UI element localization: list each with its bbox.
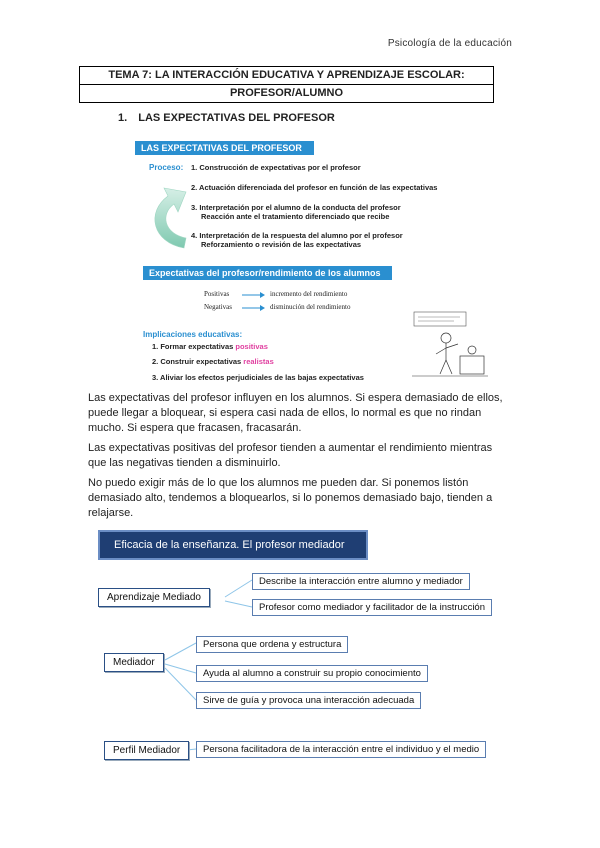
step-2: 2. Actuación diferenciada del profesor en función de las expectativas [191,183,438,192]
step-4b: Reforzamiento o revisión de las expectativas [201,240,362,249]
step-3: 3. Interpretación por el alumno de la conducta del profesor [191,203,401,212]
step-1: 1. Construcción de expectativas por el profesor [191,163,361,172]
rel-effect-positive: incremento del rendimiento [270,290,348,298]
paragraph-1: Las expectativas del profesor influyen en los alumnos. Si espera demasiado de ellos, puede llegar a bloquear, si espera casi nada de ellos, lo normal es que no rindan mucho. Si espera que fracasen, fracasarán. [88,392,503,434]
paragraph-3: No puedo exigir más de lo que los alumnos me pueden dar. Si ponemos listón demasiado alto, tendemos a bloquearlos, si lo ponemos demasiado bajo, tienden a relajarse. [88,477,493,519]
impl-1: 1. Formar expectativas positivas [152,342,268,351]
teacher-cartoon-image [410,308,490,380]
group-1-item-1: Describe la interacción entre alumno y mediador [252,573,470,590]
rel-label-negative: Negativas [204,303,232,311]
impl-2: 2. Construir expectativas realistas [152,357,274,366]
rel-effect-negative: disminución del rendimiento [270,303,351,311]
step-4: 4. Interpretación de la respuesta del alumno por el profesor [191,231,403,240]
title-line-2: PROFESOR/ALUMNO [229,87,344,99]
section-label: LAS EXPECTATIVAS DEL PROFESOR [138,112,335,124]
group-2-item-2: Ayuda al alumno a construir su propio conocimiento [196,665,428,682]
figure-banner: LAS EXPECTATIVAS DEL PROFESOR [135,141,314,155]
group-2-item-1: Persona que ordena y estructura [196,636,348,653]
arrow-right-icon [242,291,266,299]
title-line-1: TEMA 7: LA INTERACCIÓN EDUCATIVA Y APRENDIZAJE ESCOLAR: [80,67,493,85]
impl-3: 3. Aliviar los efectos perjudiciales de las bajas expectativas [152,373,364,382]
cycle-arrow-icon [144,182,192,254]
rel-label-positive: Positivas [204,290,230,298]
section-number: 1. [118,112,128,124]
header-subject: Psicología de la educación [387,38,512,49]
title-box [79,66,494,103]
step-3b: Reacción ante el tratamiento diferenciado que recibe [201,212,390,221]
group-2-item-3: Sirve de guía y provoca una interacción adecuada [196,692,421,709]
group-perfil-mediador: Perfil Mediador [104,741,189,760]
impl-label: Implicaciones educativas: [143,330,243,339]
group-mediador: Mediador [104,653,164,672]
group-1-item-2: Profesor como mediador y facilitador de la instrucción [252,599,492,616]
section-heading [118,112,335,124]
group-3-item-1: Persona facilitadora de la interacción entre el individuo y el medio [196,741,486,758]
figure-banner-2: Expectativas del profesor/rendimiento de los alumnos [143,266,392,280]
paragraph-2: Las expectativas positivas del profesor tienden a aumentar el rendimiento mientras que las negativas tienden a disminuirlo. [88,442,493,469]
process-label: Proceso: [149,163,184,172]
arrow-right-icon [242,304,266,312]
group-aprendizaje-mediado: Aprendizaje Mediado [98,588,210,607]
diagram-title: Eficacia de la enseñanza. El profesor mediador [98,530,368,560]
